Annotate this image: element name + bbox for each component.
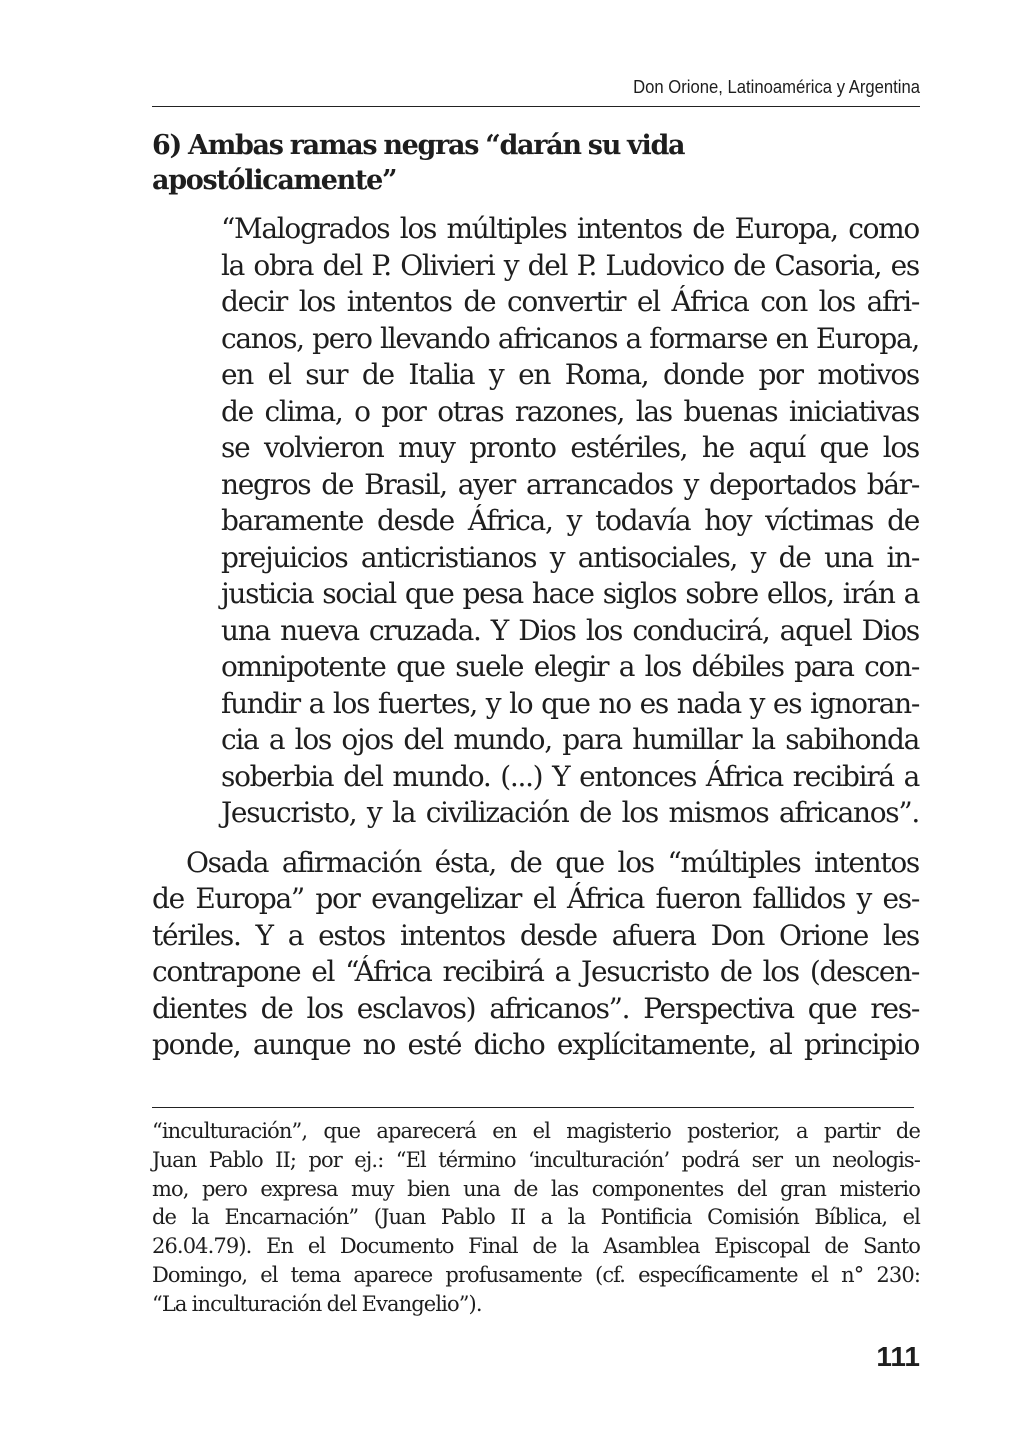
quote-line: una nueva cruzada. Y Dios los conducirá, aquel Dios <box>221 613 919 647</box>
quote-line: decir los intentos de convertir el África con los afri- <box>221 285 919 318</box>
footnote-line: de la Encarnación” (Juan Pablo II a la Pontificia Comisión Bíblica, el <box>152 1205 920 1230</box>
quote-line: canos, pero llevando africanos a formarse en Europa, <box>221 321 919 355</box>
header-rule <box>152 106 920 107</box>
body-line: tériles. Y a estos intentos desde afuera Don Orione les <box>152 918 919 952</box>
quote-line: “Malogrados los múltiples intentos de Europa, como <box>221 212 919 245</box>
quote-line: de clima, o por otras razones, las buenas iniciativas <box>221 394 919 428</box>
footnote-line: “La inculturación del Evangelio”). <box>152 1291 482 1316</box>
page-number: 111 <box>876 1341 920 1372</box>
heading-line: 6) Ambas ramas negras “darán su vida <box>152 130 685 161</box>
quote-line: baramente desde África, y todavía hoy víctimas de <box>221 504 919 537</box>
body-line: contrapone el “África recibirá a Jesucristo de los (descen- <box>152 955 919 989</box>
footnote-line: “inculturación”, que aparecerá en el magisterio posterior, a partir de <box>152 1119 920 1143</box>
quote-line: cia a los ojos del mundo, para humillar la sabihonda <box>221 723 919 756</box>
quote-line: fundir a los fuertes, y lo que no es nada y es ignoran- <box>221 686 919 720</box>
footnote-line: mo, pero expresa muy bien una de las componentes del gran misterio <box>152 1176 920 1201</box>
quote-line: la obra del P. Olivieri y del P. Ludovico de Casoria, es <box>221 248 919 282</box>
quote-line: justicia social que pesa hace siglos sobre ellos, irán a <box>221 577 919 610</box>
body-paragraph <box>152 845 919 1063</box>
section-heading <box>152 128 920 198</box>
quote-line: negros de Brasil, ayer arrancados y deportados bár- <box>221 467 919 501</box>
body-line: dientes de los esclavos) africanos”. Perspectiva que res- <box>152 991 919 1025</box>
block-quote <box>221 211 919 832</box>
footnote-line: Domingo, el tema aparece profusamente (cf. específicamente el n° 230: <box>152 1262 920 1287</box>
quote-line: prejuicios anticristianos y antisociales, y de una in- <box>221 540 919 574</box>
quote-line: en el sur de Italia y en Roma, donde por motivos <box>221 358 919 391</box>
heading-line: apostólicamente” <box>152 165 397 196</box>
body-line: de Europa” por evangelizar el África fueron fallidos y es- <box>152 882 919 916</box>
footnote-rule <box>152 1107 914 1108</box>
footnote-line: 26.04.79). En el Documento Final de la Asamblea Episcopal de Santo <box>152 1234 920 1259</box>
running-header: Don Orione, Latinoamérica y Argentina <box>633 76 920 97</box>
quote-line: Jesucristo, y la civilización de los mismos africanos”. <box>221 796 919 829</box>
footnote <box>152 1117 920 1319</box>
footnote-line: Juan Pablo II; por ej.: “El término ‘inculturación’ podrá ser un neologis- <box>152 1147 920 1172</box>
quote-line: se volvieron muy pronto estériles, he aquí que los <box>221 431 919 464</box>
body-line: Osada afirmación ésta, de que los “múltiples intentos <box>186 846 919 879</box>
quote-line: soberbia del mundo. (...) Y entonces África recibirá a <box>221 759 919 793</box>
body-line: ponde, aunque no esté dicho explícitamente, al principio <box>152 1028 919 1062</box>
quote-line: omnipotente que suele elegir a los débiles para con- <box>221 650 919 683</box>
